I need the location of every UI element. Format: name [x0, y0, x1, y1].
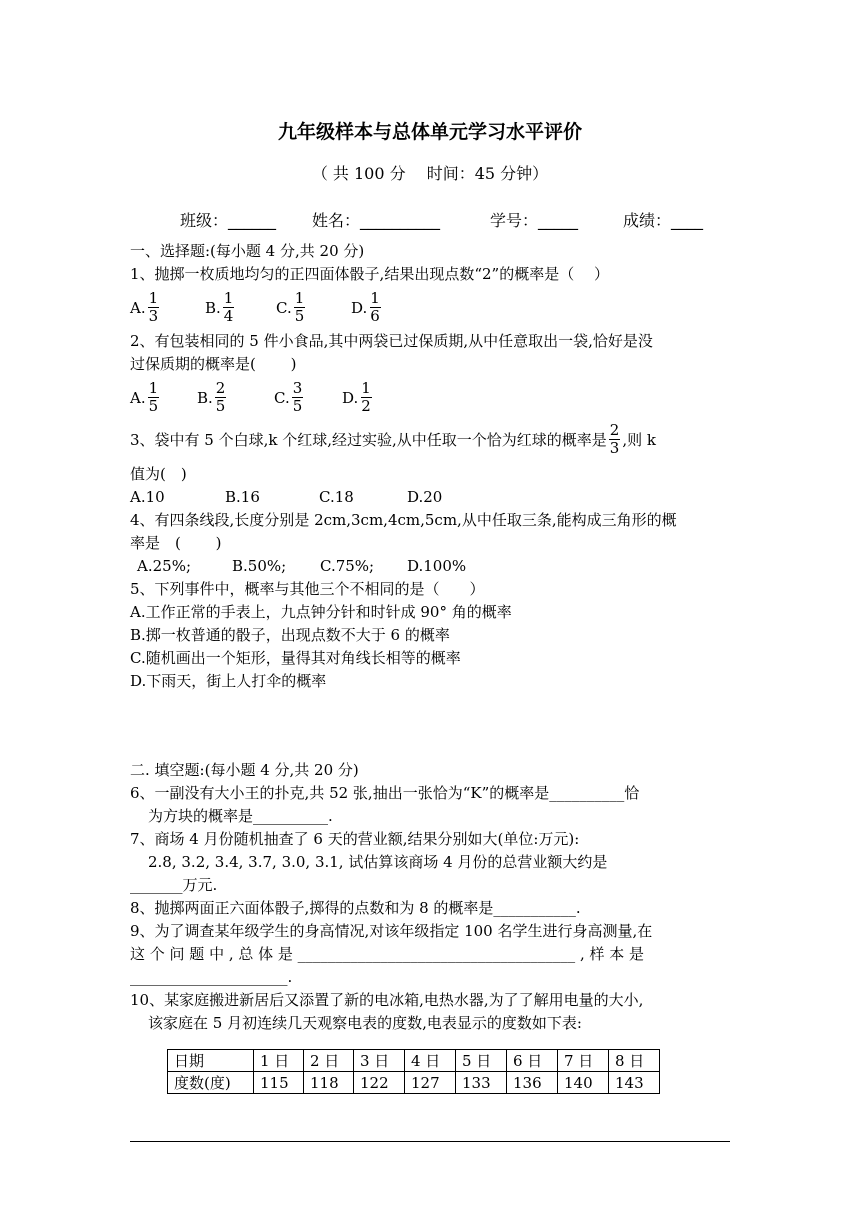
q5-option-c: C.随机画出一个矩形，量得其对角线长相等的概率 [130, 649, 461, 667]
table-cell: 8 日 [609, 1050, 660, 1072]
table-cell: 143 [609, 1072, 660, 1094]
q10-line2: 该家庭在 5 月初连续几天观察电表的度数,电表显示的度数如下表: [148, 1014, 582, 1032]
q3-line1: 3、袋中有 5 个白球,k 个红球,经过实验,从中任取一个恰为红球的概率是 $\frac{2}{3}$ ,则 k [130, 421, 656, 457]
q3-line2: 值为( ) [130, 465, 187, 483]
q2-option-b: B. $\frac{2}{5}$ [197, 379, 226, 415]
q4-line1: 4、有四条线段,长度分别是 2cm,3cm,4cm,5cm,从中任取三条,能构成三角形的概 [130, 511, 677, 529]
table-cell: 6 日 [507, 1050, 558, 1072]
section1-heading: 一、选择题:(每小题 4 分,共 20 分) [130, 242, 365, 260]
fraction: $\frac{1}{3}$ [148, 289, 159, 325]
table-cell: 122 [354, 1072, 405, 1094]
q2-option-d: D. $\frac{1}{2}$ [342, 379, 371, 415]
student-id-field: 学号：_____ [490, 211, 579, 230]
fraction: $\frac{1}{5}$ [148, 379, 159, 415]
q3-option-d: D.20 [407, 488, 443, 506]
q7-line1: 7、商场 4 月份随机抽查了 6 天的营业额,结果分别如大(单位:万元): [130, 830, 580, 848]
meter-reading-table [167, 1049, 660, 1094]
q9-line3: _____________________. [130, 968, 293, 986]
q4-option-c: C.75%; [320, 557, 375, 575]
table-cell: 115 [254, 1072, 304, 1094]
table-cell: 日期 [168, 1050, 254, 1072]
fraction: $\frac{1}{5}$ [294, 289, 305, 325]
table-cell: 118 [304, 1072, 354, 1094]
fraction: $\frac{2}{5}$ [215, 379, 226, 415]
q5-option-d: D.下雨天，街上人打伞的概率 [130, 672, 327, 690]
q3-option-a: A.10 [130, 488, 165, 506]
class-field: 班级：______ [180, 211, 277, 230]
table-cell: 3 日 [354, 1050, 405, 1072]
fraction: $\frac{1}{4}$ [223, 289, 234, 325]
table-cell: 133 [456, 1072, 507, 1094]
table-row [168, 1050, 660, 1072]
table-cell: 度数(度) [168, 1072, 254, 1094]
q8-text: 8、抛掷两面正六面体骰子,掷得的点数和为 8 的概率是___________. [130, 899, 581, 917]
table-cell: 136 [507, 1072, 558, 1094]
fraction: $\frac{2}{3}$ [609, 421, 620, 457]
q3-option-c: C.18 [319, 488, 354, 506]
exam-subtitle: （ 共 100 分 时间：45 分钟） [311, 164, 549, 183]
table-cell: 7 日 [558, 1050, 609, 1072]
fraction: $\frac{1}{2}$ [361, 379, 371, 415]
footer-divider [130, 1141, 730, 1142]
table-cell: 127 [405, 1072, 456, 1094]
table-cell: 5 日 [456, 1050, 507, 1072]
q1-option-c: C. $\frac{1}{5}$ [276, 289, 305, 325]
q1-option-b: B. $\frac{1}{4}$ [205, 289, 234, 325]
q4-option-d: D.100% [407, 557, 467, 575]
table-cell: 140 [558, 1072, 609, 1094]
q6-line2: 为方块的概率是__________. [148, 807, 333, 825]
q4-line2: 率是 ( ) [130, 534, 222, 552]
q7-line3: _______万元. [130, 876, 218, 894]
table-cell: 4 日 [405, 1050, 456, 1072]
score-field: 成绩：____ [623, 211, 704, 230]
q5-option-a: A.工作正常的手表上，九点钟分针和时针成 90° 角的概率 [130, 603, 512, 621]
fraction: $\frac{1}{6}$ [370, 289, 380, 325]
q2-option-c: C. $\frac{3}{5}$ [274, 379, 303, 415]
q9-line2: 这 个 问 题 中 , 总 体 是 _____________________________________ , 样 本 是 [130, 945, 645, 963]
q6-line1: 6、一副没有大小王的扑克,共 52 张,抽出一张恰为“K”的概率是__________恰 [130, 784, 640, 802]
q7-line2: 2.8, 3.2, 3.4, 3.7, 3.0, 3.1, 试估算该商场 4 月份的总营业额大约是 [148, 853, 608, 871]
table-row [168, 1072, 660, 1094]
q9-line1: 9、为了调查某年级学生的身高情况,对该年级指定 100 名学生进行身高测量,在 [130, 922, 653, 940]
q5-option-b: B.掷一枚普通的骰子，出现点数不大于 6 的概率 [130, 626, 450, 644]
name-field: 姓名：__________ [312, 211, 441, 230]
q2-line2: 过保质期的概率是( ) [130, 355, 297, 373]
q2-option-a: A. $\frac{1}{5}$ [130, 379, 159, 415]
table-cell: 1 日 [254, 1050, 304, 1072]
q4-option-a: A.25%; [137, 557, 191, 575]
q1-option-d: D. $\frac{1}{6}$ [351, 289, 380, 325]
q3-option-b: B.16 [225, 488, 260, 506]
table-cell: 2 日 [304, 1050, 354, 1072]
q10-line1: 10、某家庭搬进新居后又添置了新的电冰箱,电热水器,为了了解用电量的大小, [130, 991, 644, 1009]
q2-line1: 2、有包装相同的 5 件小食品,其中两袋已过保质期,从中任意取出一袋,恰好是没 [130, 332, 653, 350]
q1-text: 1、抛掷一枚质地均匀的正四面体骰子,结果出现点数“2”的概率是（ ） [130, 265, 609, 283]
q1-option-a: A. $\frac{1}{3}$ [130, 289, 159, 325]
section2-heading: 二. 填空题:(每小题 4 分,共 20 分) [130, 761, 359, 779]
exam-title: 九年级样本与总体单元学习水平评价 [277, 121, 582, 143]
q5-text: 5、下列事件中，概率与其他三个不相同的是（ ） [130, 580, 485, 598]
q4-option-b: B.50%; [232, 557, 287, 575]
fraction: $\frac{3}{5}$ [292, 379, 303, 415]
